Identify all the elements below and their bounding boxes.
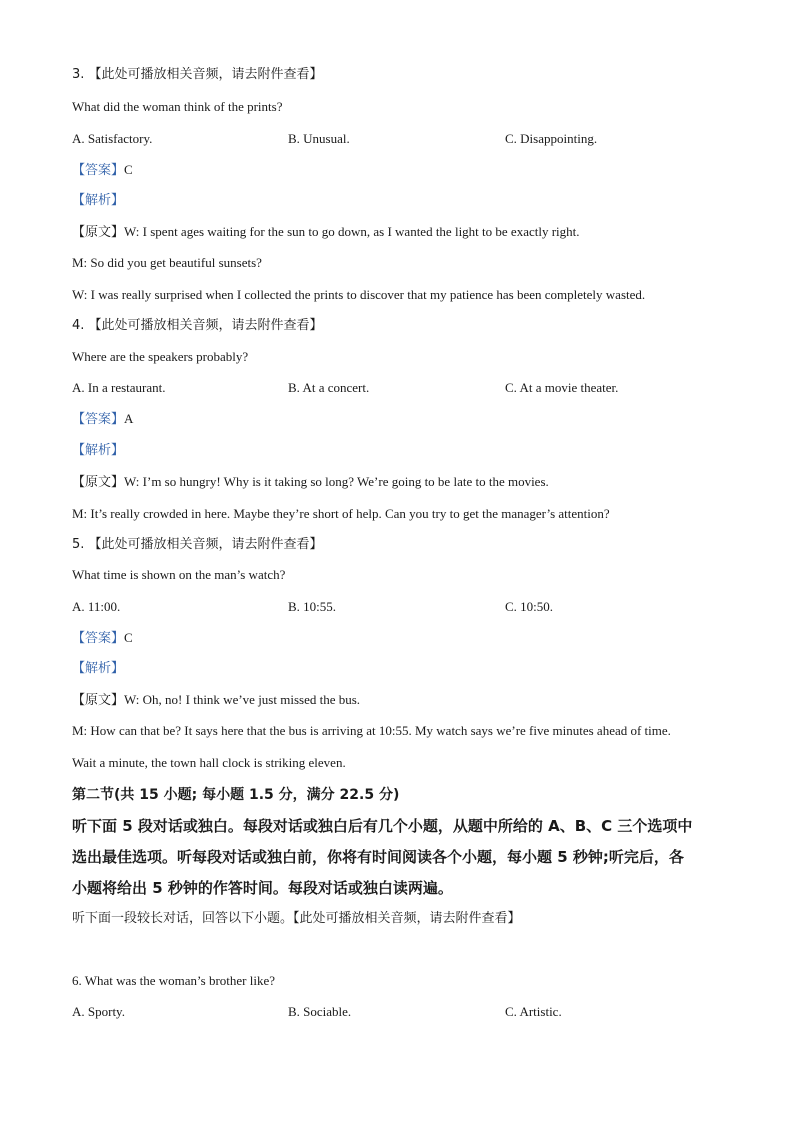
q6-option-a: A. Sporty.: [72, 1004, 125, 1019]
q3-label: 3. 【此处可播放相关音频，请去附件查看】: [72, 67, 323, 82]
q5-option-b: B. 10:55.: [288, 599, 337, 614]
q5-option-c: C. 10:50.: [505, 599, 554, 614]
answer-tag: 【答案】: [72, 631, 125, 646]
q3-transcript-line-3: W: I was really surprised when I collected the prints to discover that my patience has been completely wasted.: [72, 287, 646, 302]
q3-option-c: C. Disappointing.: [505, 131, 598, 146]
transcript-tag: 【原文】: [72, 225, 125, 240]
q3-question: What did the woman think of the prints?: [72, 99, 283, 114]
q5-label: 5. 【此处可播放相关音频，请去附件查看】: [72, 537, 323, 552]
q5-transcript-line-3: Wait a minute, the town hall clock is striking eleven.: [72, 755, 346, 770]
q4-option-c: C. At a movie theater.: [505, 380, 619, 395]
q6-option-b: B. Sociable.: [288, 1004, 352, 1019]
q3-analysis-tag: 【解析】: [72, 193, 125, 208]
q5-transcript-line-2: M: How can that be? It says here that the bus is arriving at 10:55. My watch says we’re five minutes ahead of time.: [72, 723, 671, 738]
q6-question: 6. What was the woman’s brother like?: [72, 973, 276, 988]
transcript-text: W: I’m so hungry! Why is it taking so long? We’re going to be late to the movies.: [124, 474, 549, 489]
transcript-tag: 【原文】: [72, 693, 125, 708]
q3-option-a: A. Satisfactory.: [72, 131, 153, 146]
q4-option-b: B. At a concert.: [288, 380, 370, 395]
transcript-text: W: Oh, no! I think we’ve just missed the bus.: [124, 692, 361, 707]
q4-label: 4. 【此处可播放相关音频，请去附件查看】: [72, 318, 323, 333]
q5-answer-row: [72, 629, 133, 648]
q5-analysis-tag: 【解析】: [72, 661, 125, 676]
q3-option-b: B. Unusual.: [288, 131, 350, 146]
transcript-text: W: I spent ages waiting for the sun to go down, as I wanted the light to be exactly right.: [124, 224, 580, 239]
q4-answer: A: [124, 411, 134, 426]
q3-transcript-line-1: [72, 223, 580, 242]
q4-analysis-tag: 【解析】: [72, 443, 125, 458]
section-instructions-3: 小题将给出 5 秒钟的作答时间。每段对话或独白读两遍。: [72, 879, 453, 897]
answer-tag: 【答案】: [72, 163, 125, 178]
q5-option-a: A. 11:00.: [72, 599, 121, 614]
answer-tag: 【答案】: [72, 412, 125, 427]
q4-option-a: A. In a restaurant.: [72, 380, 166, 395]
q4-question: Where are the speakers probably?: [72, 349, 249, 364]
q5-transcript-line-1: [72, 691, 360, 710]
q5-question: What time is shown on the man’s watch?: [72, 567, 286, 582]
section-instructions-1: 听下面 5 段对话或独白。每段对话或独白后有几个小题，从题中所给的 A、B、C 三个选项中: [72, 817, 693, 835]
q4-transcript-line-2: M: It’s really crowded in here. Maybe they’re short of help. Can you try to get the manager’s attention?: [72, 506, 610, 521]
q4-answer-row: [72, 410, 133, 429]
transcript-tag: 【原文】: [72, 475, 125, 490]
q6-option-c: C. Artistic.: [505, 1004, 562, 1019]
section-prompt: 听下面一段较长对话，回答以下小题。【此处可播放相关音频，请去附件查看】: [72, 911, 521, 926]
section-title: 第二节(共 15 小题; 每小题 1.5 分，满分 22.5 分): [72, 787, 400, 803]
q3-transcript-line-2: M: So did you get beautiful sunsets?: [72, 255, 262, 270]
section-instructions-2: 选出最佳选项。听每段对话或独白前，你将有时间阅读各个小题，每小题 5 秒钟;听完后，各: [72, 848, 684, 866]
q3-answer: C: [124, 162, 133, 177]
q3-answer-row: [72, 161, 133, 180]
q4-transcript-line-1: [72, 473, 549, 492]
q5-answer: C: [124, 630, 133, 645]
